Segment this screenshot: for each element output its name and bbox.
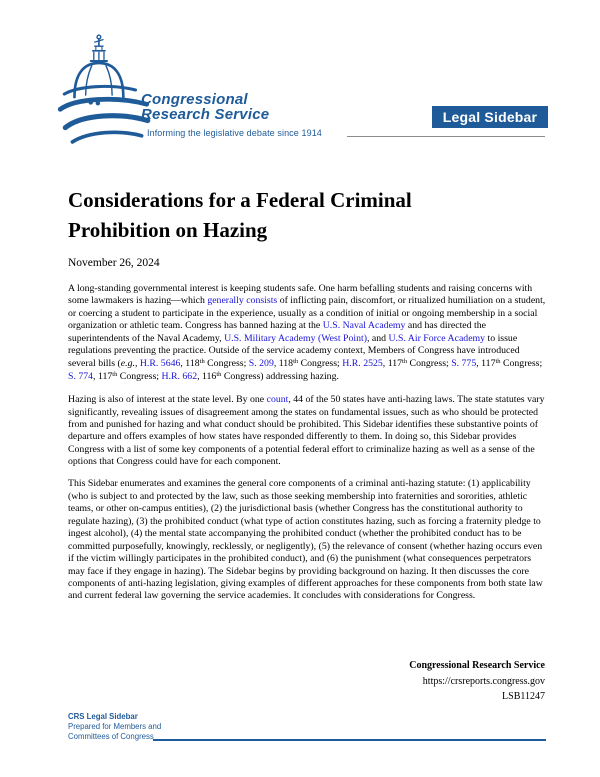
product-name: CRS Legal Sidebar [68, 712, 138, 721]
text-link[interactable]: S. 775 [451, 357, 477, 369]
footer-org: Congressional Research Service [409, 660, 545, 671]
text-link[interactable]: S. 774 [68, 371, 94, 383]
text-segment: Congress; [407, 357, 452, 369]
text-link[interactable]: H.R. 2525 [342, 357, 383, 369]
text-link[interactable]: U.S. Military Academy (West Point) [224, 332, 367, 344]
capitol-dome-icon [58, 34, 152, 148]
text-segment: , [134, 357, 140, 369]
text-segment: , and [366, 332, 389, 344]
text-segment: This Sidebar enumerates and examines the general core components of a criminal anti-hazing statute: (1) applicability (who is subject to and protected by the law, such as those seeking membership into fraternities and sororities, athletic teams, or other on-campus entities), (2) the jurisdictional basis (whether Congress has the constitutional authority to regulate hazing), (3) the prohibited conduct (what type of action constitutes hazing, such as forcing a fraternity pledge to ingest alcohol), (4) the mental state accompanying the prohibited conduct (whether the prohibited conduct has to be committed purposefully, knowingly, recklessly, or negligently), (5) the relevance of consent (whether hazing occurs even if the victim willingly participates in the prohibited conduct), and (6) the punishment (what consequences perpetrators may face if they engage in hazing). The Sidebar begins by providing background on hazing. It then discusses the core components of anti-hazing legislation, giving examples of different approaches for these components from both state law and current federal law governing the service academies. It concludes with considerations for Congress. [68, 478, 543, 602]
text-segment: Congress; [117, 371, 162, 383]
text-segment: Hazing is also of interest at the state level. By one [68, 394, 267, 406]
logo-tagline: Informing the legislative debate since 1914 [147, 128, 322, 138]
logo-org-name [141, 93, 269, 122]
text-segment: th [199, 357, 205, 365]
text-link[interactable]: S. 209 [248, 357, 274, 369]
footer-url: https://crsreports.congress.gov [422, 675, 545, 687]
text-link[interactable]: generally consists [207, 295, 278, 307]
text-segment: th [402, 357, 408, 365]
footer [409, 658, 545, 705]
text-link[interactable]: count [266, 394, 289, 406]
text-link[interactable]: U.S. Naval Academy [322, 320, 406, 332]
paragraph [68, 283, 546, 385]
text-segment: Congress) addressing hazing. [221, 371, 339, 383]
text-segment: , 117 [382, 357, 403, 369]
document-date: November 26, 2024 [68, 257, 160, 269]
text-segment: , 116 [197, 371, 217, 383]
text-segment: Congress; [500, 357, 543, 369]
paragraph [68, 394, 546, 469]
bottom-footer [68, 712, 161, 742]
header-divider [347, 136, 545, 137]
prepared-line2: Committees of Congress [68, 732, 154, 741]
text-segment: A long-standing governmental interest is keeping students safe. One harm befalling students and raising concerns with some lawmakers is hazing—which [68, 283, 533, 307]
text-segment: th [495, 357, 501, 365]
prepared-line1: Prepared for Members and [68, 722, 162, 731]
text-segment: Congress; [298, 357, 343, 369]
text-link[interactable]: H.R. 5646 [139, 357, 181, 369]
footer-divider [153, 739, 546, 741]
document-body [68, 283, 546, 612]
document-title: Considerations for a Federal Criminal Prohibition on Hazing [68, 188, 412, 243]
logo-org-line2: Research Service [141, 105, 270, 123]
text-link[interactable]: H.R. 662 [161, 371, 198, 383]
text-link[interactable]: U.S. Air Force Academy [388, 332, 486, 344]
text-segment: to issue regulations preventing the practice. Outside of the service academy context, Members of Congress have introduced several bills ( [68, 332, 520, 369]
text-segment: , 118 [273, 357, 294, 369]
text-segment: , 44 of the 50 states have anti-hazing laws. The state statutes vary significantly, revealing issues of disagreement among the states on fundamental issues, such as who should be protected from and punished for hazing and what conduct should be prohibited. This Sidebar identifies these substantive points of departure and offers examples of how states have responded differently to them. In doing so, this Sidebar provides Congress with a list of some key components of a potential federal effort to criminalize hazing as well as a sense of the options that Congress could have for each component. [68, 394, 545, 468]
text-segment: , 117 [93, 371, 113, 383]
text-segment: Congress; [204, 357, 249, 369]
text-segment: th [216, 370, 222, 378]
text-segment: th [112, 370, 118, 378]
text-segment: and has directed the superintendents of the Naval Academy, [68, 320, 486, 344]
footer-doc-id: LSB11247 [502, 691, 545, 702]
legal-sidebar-badge: Legal Sidebar [432, 106, 548, 128]
paragraph [68, 478, 546, 603]
text-segment: , 117 [476, 357, 496, 369]
text-segment: th [293, 357, 299, 365]
text-segment: , 118 [180, 357, 200, 369]
text-segment: of inflicting pain, discomfort, or ritualized humiliation on a student, or coercing a student to participate in the experience, usually as a condition of initial or ongoing membership in a social organization or athletic team. Congress has banned hazing at the [68, 295, 546, 332]
text-segment: e.g. [120, 357, 135, 369]
logo-org-line1: Congressional [141, 91, 248, 108]
